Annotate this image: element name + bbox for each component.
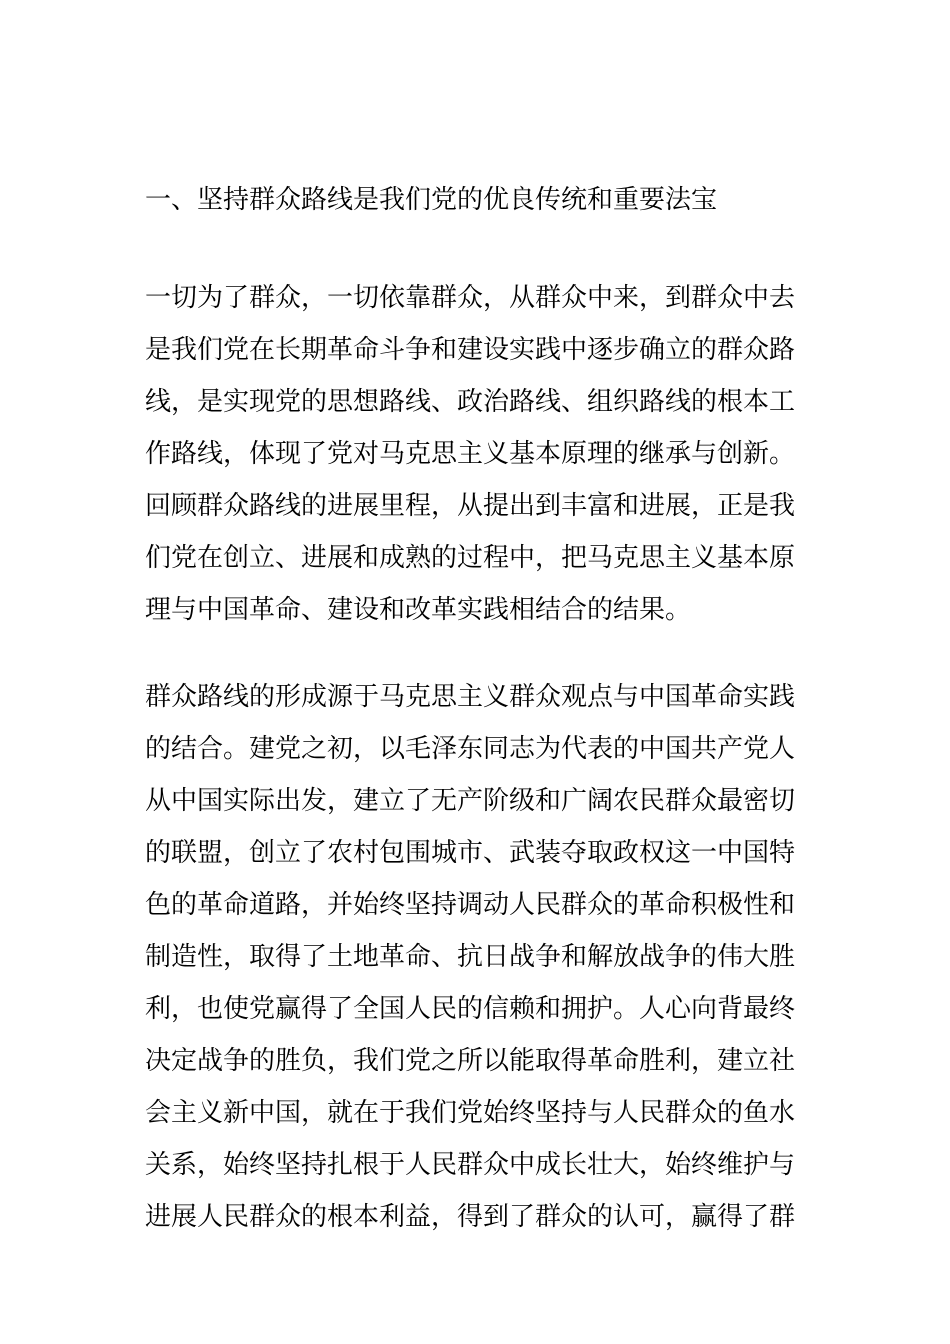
paragraph-line: 们党在创立、进展和成熟的过程中，把马克思主义基本原 <box>145 543 796 573</box>
paragraph-line: 回顾群众路线的进展里程，从提出到丰富和进展，正是我 <box>145 491 796 521</box>
section-heading: 一、坚持群众路线是我们党的优良传统和重要法宝 <box>145 185 718 215</box>
paragraph-line: 从中国实际出发，建立了无产阶级和广阔农民群众最密切 <box>145 786 796 816</box>
paragraph-line: 关系，始终坚持扎根于人民群众中成长壮大，始终维护与 <box>145 1150 796 1180</box>
paragraph-line: 群众路线的形成源于马克思主义群众观点与中国革命实践 <box>145 682 796 712</box>
paragraph-line: 是我们党在长期革命斗争和建设实践中逐步确立的群众路 <box>145 335 796 365</box>
paragraph-line: 作路线，体现了党对马克思主义基本原理的继承与创新。 <box>145 439 796 469</box>
paragraph-2 <box>145 671 825 1243</box>
paragraph-1 <box>145 272 825 636</box>
paragraph-line: 色的革命道路，并始终坚持调动人民群众的革命积极性和 <box>145 890 796 920</box>
paragraph-line: 线，是实现党的思想路线、政治路线、组织路线的根本工 <box>145 387 796 417</box>
paragraph-line: 制造性，取得了土地革命、抗日战争和解放战争的伟大胜 <box>145 942 796 972</box>
paragraph-line: 一切为了群众，一切依靠群众，从群众中来，到群众中去 <box>145 283 796 313</box>
paragraph-line: 理与中国革命、建设和改革实践相结合的结果。 <box>145 595 692 625</box>
paragraph-line: 利，也使党赢得了全国人民的信赖和拥护。人心向背最终 <box>145 994 796 1024</box>
paragraph-line: 会主义新中国，就在于我们党始终坚持与人民群众的鱼水 <box>145 1098 796 1128</box>
paragraph-line: 的联盟，创立了农村包围城市、武装夺取政权这一中国特 <box>145 838 796 868</box>
paragraph-line: 的结合。建党之初，以毛泽东同志为代表的中国共产党人 <box>145 734 796 764</box>
paragraph-line: 进展人民群众的根本利益，得到了群众的认可，赢得了群 <box>145 1202 796 1232</box>
paragraph-line: 决定战争的胜负，我们党之所以能取得革命胜利，建立社 <box>145 1046 796 1076</box>
